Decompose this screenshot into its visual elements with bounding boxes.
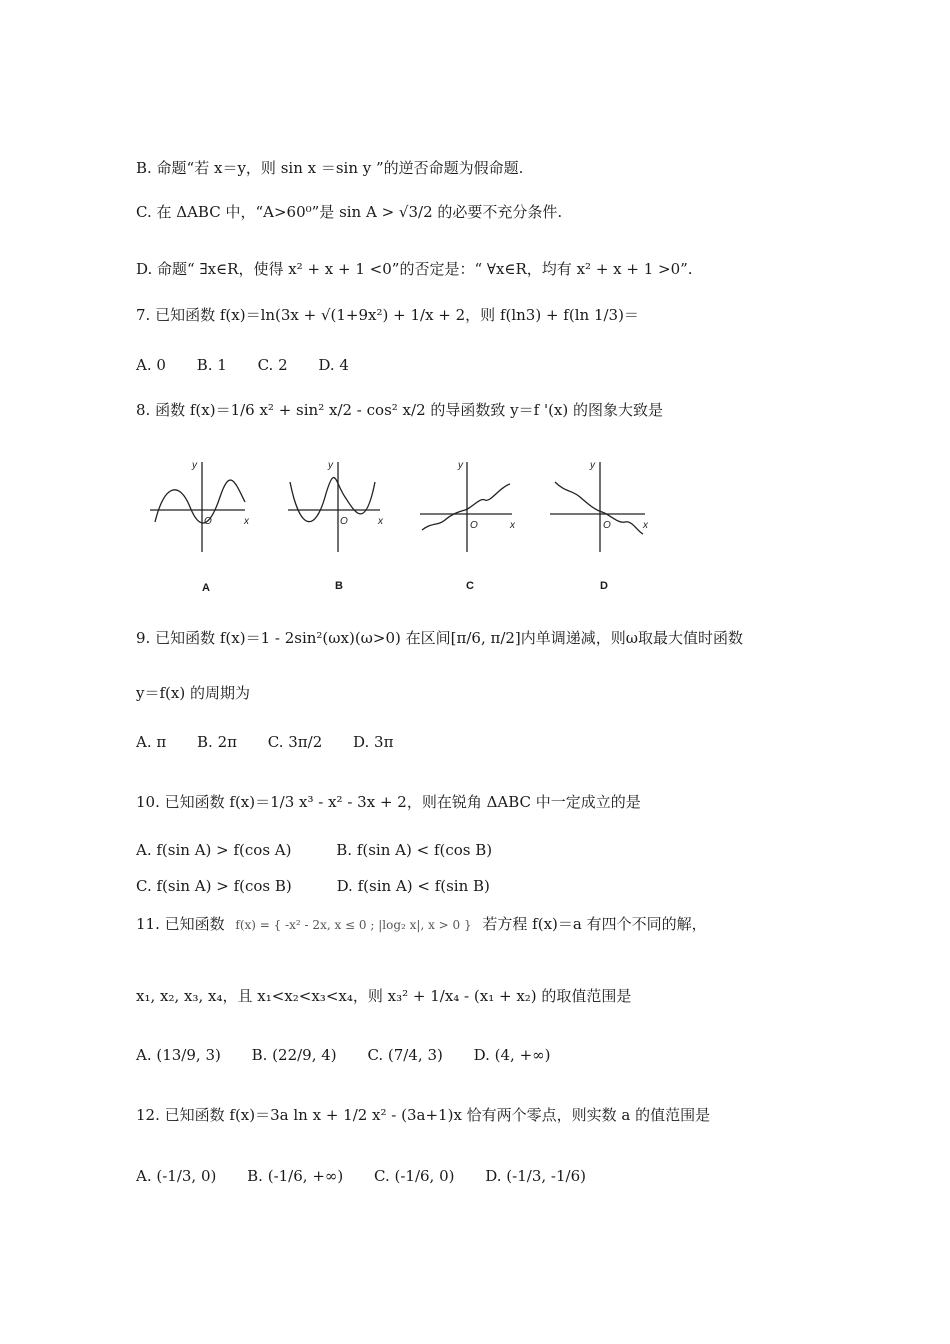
- q11-piecewise: f(x) = { -x² - 2x, x ≤ 0 ; |log₂ x|, x > 0 }: [235, 918, 472, 932]
- question-10: 10. 已知函数 f(x)＝1/3 x³ - x² - 3x + 2，则在锐角 ΔABC 中一定成立的是: [136, 793, 641, 811]
- q10-option-c: C. f(sin A) > f(cos B): [136, 877, 292, 895]
- q10-option-b: B. f(sin A) < f(cos B): [336, 841, 493, 859]
- q10-option-d: D. f(sin A) < f(sin B): [336, 877, 490, 895]
- graph-c-origin: O: [470, 520, 478, 531]
- q9-option-d: D. 3π: [353, 733, 394, 751]
- graph-label-b: B: [335, 580, 343, 592]
- graph-a-curve: [155, 480, 245, 523]
- question-10-options-cd: [136, 876, 516, 896]
- question-11-line2: x₁, x₂, x₃, x₄，且 x₁<x₂<x₃<x₄，则 x₃² + 1/x₄ - (x₁ + x₂) 的取值范围是: [136, 987, 632, 1005]
- graph-label-d: D: [600, 580, 608, 592]
- graph-a-origin: O: [204, 516, 212, 527]
- graph-d-curve: [555, 482, 643, 534]
- graphs-svg: [140, 452, 670, 602]
- q9-option-a: A. π: [136, 733, 167, 751]
- option-d-line: D. 命题“ ∃x∈R，使得 x² + x + 1 <0”的否定是：“ ∀x∈R，均有 x² + x + 1 >0”.: [136, 260, 693, 278]
- q10-option-a: A. f(sin A) > f(cos A): [136, 841, 292, 859]
- graph-b-x-label: x: [378, 516, 383, 527]
- question-9-line1: 9. 已知函数 f(x)＝1 - 2sin²(ωx)(ω>0) 在区间[π/6, π/2]内单调递减，则ω取最大值时函数: [136, 629, 744, 647]
- question-9-line2: y＝f(x) 的周期为: [136, 684, 250, 702]
- q11-option-c: C. (7/4, 3): [367, 1046, 443, 1064]
- q7-option-b: B. 1: [196, 356, 227, 374]
- question-12: 12. 已知函数 f(x)＝3a ln x + 1/2 x² - (3a+1)x 恰有两个零点，则实数 a 的值范围是: [136, 1106, 711, 1124]
- graph-label-a: A: [202, 582, 210, 594]
- question-10-options-ab: [136, 840, 518, 860]
- graph-a-y-label: y: [192, 460, 197, 471]
- q12-option-b: B. (-1/6, +∞): [247, 1167, 344, 1185]
- q11-option-d: D. (4, +∞): [473, 1046, 551, 1064]
- option-c-line: C. 在 ΔABC 中，“A>60⁰”是 sin A > √3/2 的必要不充分条件.: [136, 203, 563, 221]
- q7-option-c: C. 2: [257, 356, 288, 374]
- q7-option-d: D. 4: [318, 356, 349, 374]
- graph-d-origin: O: [603, 520, 611, 531]
- graph-d-x-label: x: [643, 520, 648, 531]
- graph-b-origin: O: [340, 516, 348, 527]
- q12-option-a: A. (-1/3, 0): [136, 1167, 217, 1185]
- graph-a-x-label: x: [244, 516, 249, 527]
- question-11-options: [136, 1045, 577, 1065]
- graph-c-y-label: y: [458, 460, 463, 471]
- graph-b-y-label: y: [328, 460, 333, 471]
- graph-c-curve: [422, 484, 510, 530]
- graph-label-c: C: [466, 580, 474, 592]
- graph-b-curve: [290, 478, 375, 522]
- question-7: 7. 已知函数 f(x)＝ln(3x + √(1+9x²) + 1/x + 2，则 f(ln3) + f(ln 1/3)＝: [136, 306, 639, 324]
- graph-c-x-label: x: [510, 520, 515, 531]
- q12-option-c: C. (-1/6, 0): [374, 1167, 455, 1185]
- q9-option-b: B. 2π: [197, 733, 237, 751]
- option-b-line: B. 命题“若 x＝y，则 sin x ＝sin y ”的逆否命题为假命题.: [136, 159, 524, 177]
- question-11-line1: 11. 已知函数 f(x) = { -x² - 2x, x ≤ 0 ; |log₂ x|, x > 0 } 若方程 f(x)＝a 有四个不同的解，: [136, 915, 707, 933]
- q9-option-c: C. 3π/2: [267, 733, 323, 751]
- question-9-options: [136, 732, 419, 752]
- q11-option-a: A. (13/9, 3): [136, 1046, 221, 1064]
- question-7-options: [136, 355, 375, 375]
- question-12-options: [136, 1166, 612, 1186]
- question-8-graphs: [140, 452, 670, 602]
- q12-option-d: D. (-1/3, -1/6): [485, 1167, 586, 1185]
- q11-option-b: B. (22/9, 4): [251, 1046, 337, 1064]
- q7-option-a: A. 0: [136, 356, 166, 374]
- graph-d-y-label: y: [590, 460, 595, 471]
- question-8: 8. 函数 f(x)＝1/6 x² + sin² x/2 - cos² x/2 的导函数致 y＝f '(x) 的图象大致是: [136, 401, 664, 419]
